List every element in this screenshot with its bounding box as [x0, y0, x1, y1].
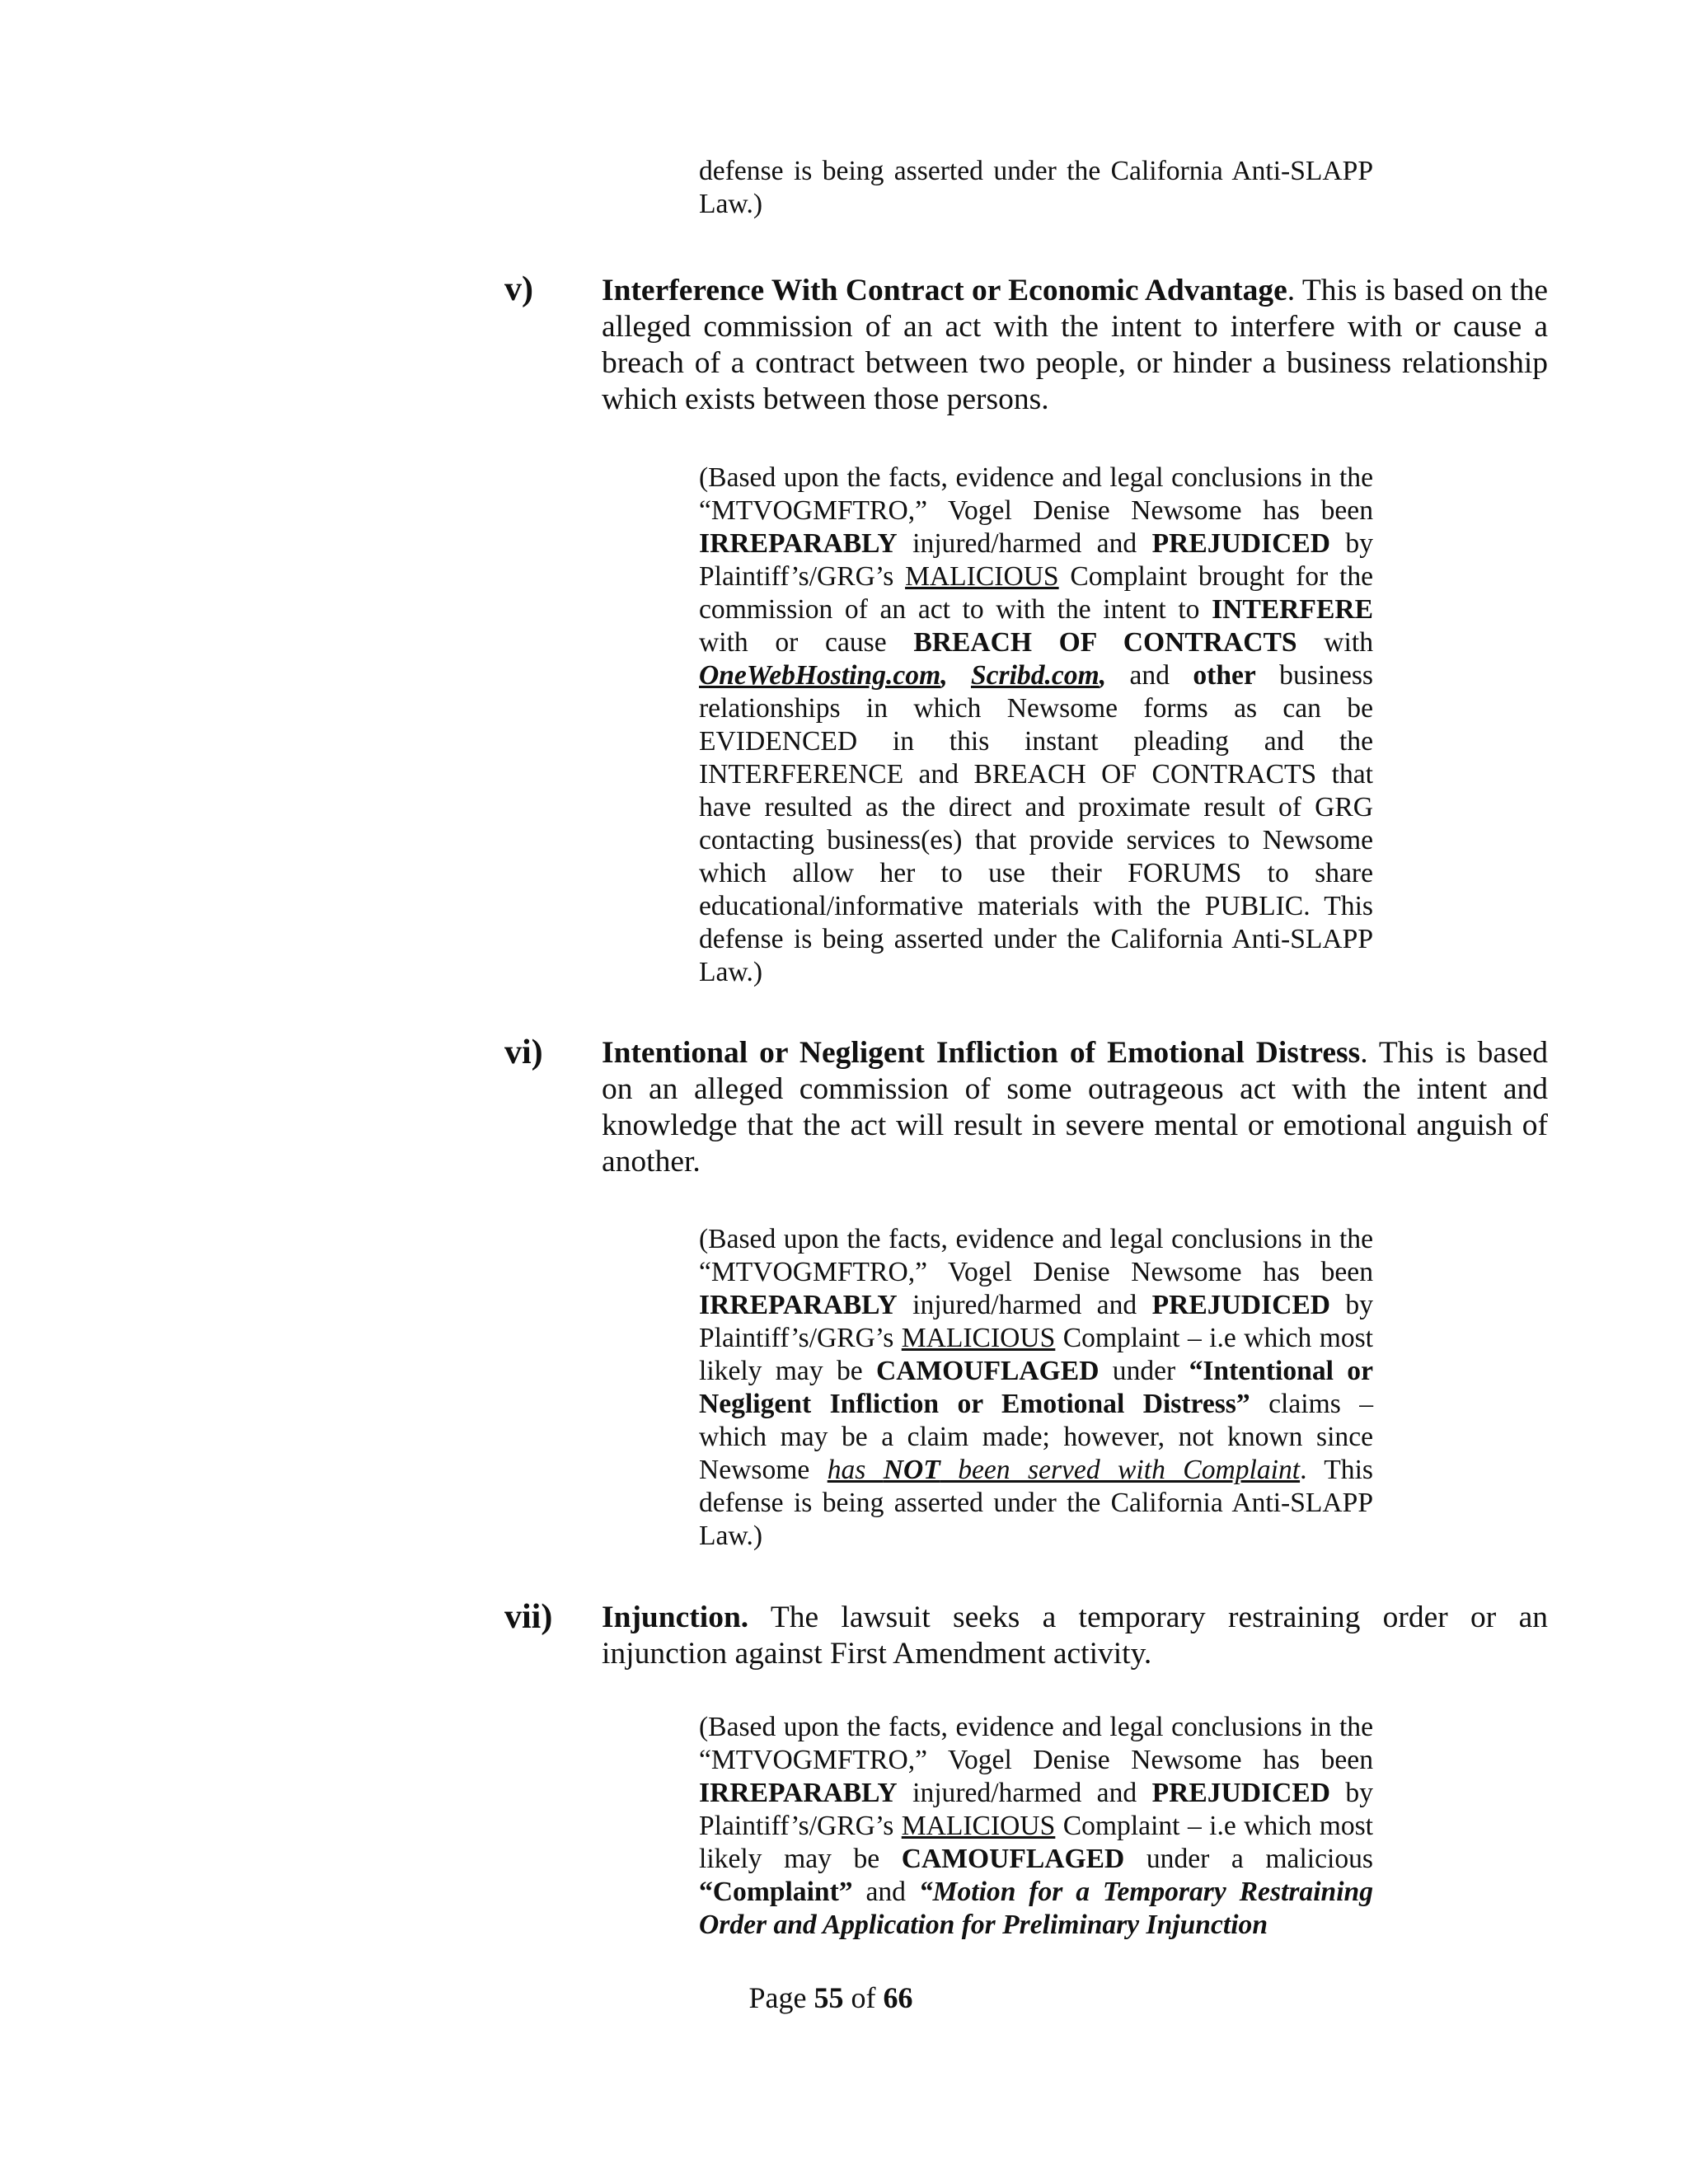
quote-text: . This defense is being asserted under the California Anti-SLAPP Law.): [699, 1455, 1373, 1551]
quote-bold: IRREPARABLY: [699, 1778, 898, 1808]
quote-text: injured/harmed and: [897, 528, 1152, 559]
quote-text: by Plaintiff’s/GRG’s: [699, 528, 1373, 592]
quote-text: and: [852, 1877, 919, 1907]
quote-text: under: [1099, 1356, 1189, 1386]
section-quote-vi: [699, 1223, 1373, 1553]
page-of-label: of: [843, 1981, 884, 2014]
quote-text: business relationships in which Newsome forms as can be EVIDENCED in this instant pleading and the INTERFERENCE and BREACH OF CONTRACTS that have resulted as the direct and proximate result of GRG contacting business(es) that provide services to Newsome which allow her to use their FORUMS to share educational/informative materials with the PUBLIC. This defense is being asserted under the California Anti-SLAPP Law.): [699, 660, 1373, 987]
quote-bold: INTERFERE: [1212, 594, 1373, 625]
quote-bold: other: [1193, 660, 1256, 691]
quote-text: with: [1296, 627, 1373, 658]
quote-separator: ,: [940, 660, 971, 691]
current-page-number: 55: [814, 1981, 844, 2014]
quote-text: injured/harmed and: [897, 1778, 1152, 1808]
quote-text: (Based upon the facts, evidence and legal conclusions in the “MTVOGMFTRO,” Vogel Denise Newsome has been: [699, 1224, 1373, 1287]
quote-bold: PREJUDICED: [1151, 1778, 1330, 1808]
section-heading-text: . This is based on the alleged commission of an act with the intent to interfere with or cause a breach of a contract between two people, or hinder a business relationship which exists between those persons.: [602, 274, 1548, 416]
quote-bold-italic: “Motion for a Temporary Restraining Order and Application for Preliminary Injunction: [699, 1877, 1373, 1940]
page-footer: [0, 1980, 1662, 2016]
quote-bold: PREJUDICED: [1151, 1290, 1330, 1320]
section-quote-vii: [699, 1711, 1373, 1942]
quote-text: claims – which may be a claim made; however, not known since Newsome: [699, 1389, 1373, 1485]
quote-separator: ,: [1099, 660, 1107, 691]
quote-underline: MALICIOUS: [901, 1811, 1056, 1841]
quote-text: Complaint – i.e which most likely may be: [699, 1811, 1374, 1874]
quote-text: (Based upon the facts, evidence and legal conclusions in the “MTVOGMFTRO,” Vogel Denise Newsome has been: [699, 462, 1373, 526]
section-heading-text: The lawsuit seeks a temporary restraining order or an injunction against First Amendment activity.: [602, 1601, 1548, 1671]
section-numeral-vi: vi): [504, 1033, 543, 1071]
section-heading-title: Intentional or Negligent Infliction of Emotional Distress: [602, 1036, 1361, 1070]
section-quote-v: [699, 462, 1373, 989]
total-page-count: 66: [883, 1981, 913, 2014]
quote-text: by Plaintiff’s/GRG’s: [699, 1290, 1373, 1353]
section-heading-text: . This is based on an alleged commission of some outrageous act with the intent and knowledge that the act will result in severe mental or emotional anguish of another.: [602, 1036, 1548, 1179]
quote-bold: PREJUDICED: [1151, 528, 1330, 559]
quote-bold: IRREPARABLY: [699, 1290, 898, 1320]
quote-underline: MALICIOUS: [905, 561, 1059, 592]
quote-text: with or cause: [699, 627, 914, 658]
carryover-paragraph: [699, 155, 1373, 221]
section-heading-vii: [602, 1600, 1548, 1672]
section-numeral-vii: vii): [504, 1598, 553, 1636]
quote-underline: MALICIOUS: [901, 1323, 1056, 1353]
quote-text: Complaint – i.e which most likely may be: [699, 1323, 1374, 1386]
section-heading-vi: [602, 1035, 1548, 1180]
scribd-link: Scribd.com: [970, 660, 1100, 691]
quote-bold: CAMOUFLAGED: [901, 1844, 1125, 1874]
section-numeral-v: v): [504, 270, 533, 308]
quote-bold: CAMOUFLAGED: [875, 1356, 1100, 1386]
carryover-text: defense is being asserted under the California Anti-SLAPP Law.): [699, 156, 1373, 219]
quote-italic-underline: been served with Complaint: [940, 1455, 1301, 1485]
page-label: Page: [748, 1981, 814, 2014]
quote-text: and: [1106, 660, 1193, 691]
quote-bold: BREACH OF CONTRACTS: [913, 627, 1297, 658]
quote-bold: IRREPARABLY: [699, 528, 898, 559]
onewebhosting-link: OneWebHosting.com: [699, 660, 941, 691]
quote-bold: “Intentional or Negligent Infliction or Emotional Distress”: [699, 1356, 1373, 1419]
quote-text: under a malicious: [1124, 1844, 1373, 1874]
quote-italic-underline: has: [827, 1455, 884, 1485]
section-heading-title: Injunction.: [602, 1601, 749, 1634]
section-heading-title: Interference With Contract or Economic Advantage: [602, 274, 1287, 307]
quote-bold-italic-underline: NOT: [883, 1455, 940, 1485]
section-heading-v: [602, 273, 1548, 418]
quote-text: (Based upon the facts, evidence and legal conclusions in the “MTVOGMFTRO,” Vogel Denise Newsome has been: [699, 1712, 1373, 1775]
quote-text: Complaint brought for the commission of an act to with the intent to: [699, 561, 1374, 625]
quote-text: injured/harmed and: [897, 1290, 1152, 1320]
quote-bold: “Complaint”: [699, 1877, 853, 1907]
quote-text: by Plaintiff’s/GRG’s: [699, 1778, 1373, 1841]
